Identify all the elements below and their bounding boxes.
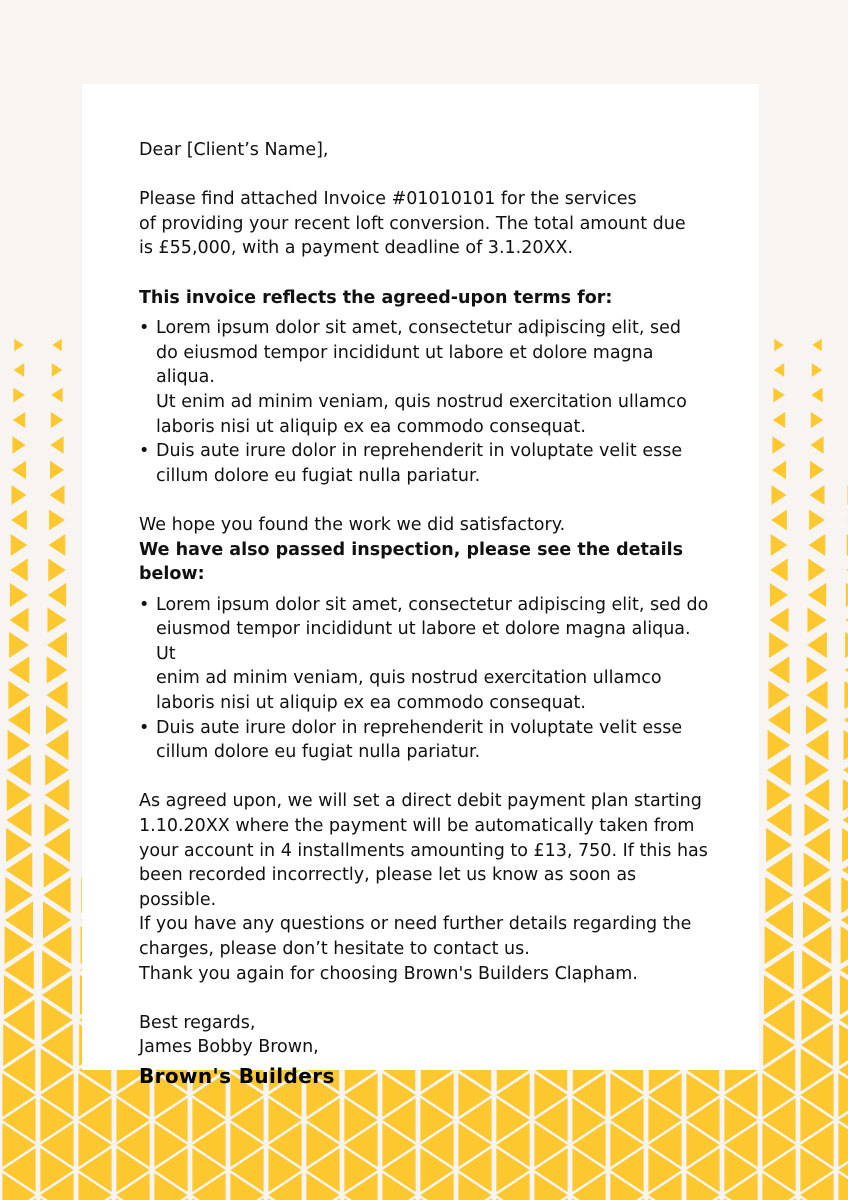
pattern-triangle [49, 534, 66, 556]
pattern-triangle [774, 363, 784, 377]
company-name: Brown's Builders [139, 1063, 335, 1088]
pattern-triangle [808, 559, 825, 582]
intro-line: Please find attached Invoice #01010101 for the services [139, 189, 637, 210]
pattern-triangle [9, 656, 30, 683]
pattern-triangle [840, 975, 848, 1015]
list-item-line: eiusmod tempor incididunt ut labore et dolore magna aliqua. Ut [156, 619, 691, 664]
pattern-triangle [12, 461, 26, 480]
pattern-triangle [45, 754, 69, 785]
terms-list [139, 316, 709, 488]
pattern-triangle [772, 436, 785, 453]
pattern-triangle [809, 534, 826, 556]
payment-line: been recorded incorrectly, please let us know as soon as possible. [139, 865, 637, 910]
greeting: Dear [Client’s Name], [139, 140, 329, 160]
payment-line: charges, please don’t hesitate to contact us. [139, 939, 530, 959]
pattern-triangle [806, 681, 827, 709]
intro-paragraph [139, 187, 709, 261]
pattern-triangle [811, 388, 822, 403]
pattern-triangle [47, 656, 68, 683]
pattern-triangle [843, 779, 848, 811]
pattern-triangle [838, 1073, 848, 1117]
pattern-triangle [51, 412, 63, 428]
pattern-triangle [810, 485, 825, 505]
pattern-triangle [50, 461, 64, 480]
pattern-triangle [810, 461, 824, 480]
pattern-triangle [838, 1123, 848, 1167]
pattern-triangle [7, 754, 31, 785]
list-item-line: • Lorem ipsum dolor sit amet, consectetur adipiscing elit, sed do [156, 594, 709, 615]
pattern-triangle [10, 583, 28, 607]
payment-line: your account in 4 installments amounting to £13, 750. If this has [139, 840, 708, 861]
pattern-triangle [46, 681, 67, 709]
pattern-triangle [8, 730, 31, 760]
list-item [139, 316, 709, 439]
pattern-triangle [808, 608, 827, 633]
pattern-triangle [807, 656, 828, 683]
satisfaction-line: We hope you found the work we did satisfactory. [139, 514, 566, 535]
pattern-triangle [770, 559, 787, 582]
pattern-triangle [12, 436, 25, 453]
pattern-triangle [13, 388, 24, 403]
pattern-triangle [772, 461, 786, 480]
list-item [139, 716, 709, 765]
list-item [139, 593, 709, 716]
pattern-triangle [8, 681, 29, 709]
pattern-triangle [769, 656, 790, 683]
pattern-triangle [10, 559, 27, 582]
letter-card [82, 84, 759, 1088]
payment-line: Thank you again for choosing Brown's Builders Clapham. [139, 963, 638, 984]
inspection-list [139, 593, 709, 765]
pattern-triangle [838, 1173, 848, 1200]
pattern-triangle [811, 412, 823, 428]
pattern-triangle [806, 705, 828, 734]
list-item-line: • Duis aute irure dolor in reprehenderit in voluptate velit esse [156, 441, 683, 462]
pattern-triangle [50, 436, 63, 453]
closing: Best regards, [139, 1012, 256, 1033]
list-item [139, 439, 709, 488]
payment-line: If you have any questions or need further details regarding the [139, 914, 692, 935]
pattern-triangle [9, 632, 29, 658]
pattern-triangle [844, 681, 848, 709]
pattern-triangle [771, 534, 788, 556]
list-item-line: • Duis aute irure dolor in reprehenderit in voluptate velit esse [156, 717, 683, 738]
pattern-triangle [812, 339, 821, 351]
inspection-heading: We have also passed inspection, please see the details below: [139, 539, 684, 585]
pattern-triangle [807, 632, 827, 658]
pattern-triangle [52, 339, 61, 351]
pattern-triangle [773, 388, 784, 403]
list-item-line: • Lorem ipsum dolor sit amet, consectetur adipiscing elit, sed [156, 318, 681, 339]
pattern-triangle [812, 363, 822, 377]
list-item-line: laboris nisi ut aliquip ex ea commodo consequat. [156, 693, 586, 714]
pattern-triangle [10, 608, 29, 633]
payment-line: As agreed upon, we will set a direct debit payment plan starting [139, 791, 702, 812]
pattern-triangle [844, 705, 848, 734]
pattern-triangle [48, 583, 66, 607]
pattern-triangle [46, 730, 69, 760]
pattern-triangle [773, 412, 785, 428]
payment-line: 1.10.20XX where the payment will be automatically taken from [139, 816, 695, 837]
pattern-triangle [768, 730, 791, 760]
pattern-triangle [842, 828, 848, 862]
pattern-triangle [770, 583, 788, 607]
pattern-triangle [768, 705, 790, 734]
list-item-line: laboris nisi ut aliquip ex ea commodo consequat. [156, 416, 586, 437]
pattern-triangle [768, 681, 789, 709]
terms-heading: This invoice reflects the agreed-upon terms for: [139, 287, 613, 308]
payment-paragraph [139, 789, 709, 986]
pattern-triangle [805, 754, 829, 785]
pattern-triangle [11, 510, 27, 531]
pattern-triangle [47, 632, 67, 658]
list-item-line: cillum dolore eu fugiat nulla pariatur. [156, 742, 481, 763]
pattern-triangle [774, 339, 783, 351]
pattern-triangle [8, 705, 30, 734]
pattern-triangle [767, 754, 791, 785]
pattern-triangle [13, 412, 25, 428]
pattern-triangle [48, 608, 67, 633]
pattern-triangle [771, 510, 787, 531]
pattern-triangle [809, 510, 825, 531]
list-item-line: Ut enim ad minim veniam, quis nostrud exercitation ullamco [156, 391, 687, 412]
pattern-triangle [839, 1024, 848, 1066]
list-item-line: cillum dolore eu fugiat nulla pariatur. [156, 465, 481, 486]
pattern-triangle [841, 877, 848, 913]
pattern-triangle [770, 608, 789, 633]
pattern-triangle [51, 388, 62, 403]
pattern-triangle [14, 339, 23, 351]
pattern-triangle [841, 926, 848, 964]
intro-line: is £55,000, with a payment deadline of 3.1.20XX. [139, 238, 574, 259]
pattern-triangle [50, 485, 65, 505]
pattern-triangle [12, 485, 27, 505]
pattern-triangle [49, 510, 65, 531]
pattern-triangle [11, 534, 28, 556]
pattern-triangle [772, 485, 787, 505]
list-item-line: do eiusmod tempor incididunt ut labore et dolore magna aliqua. [156, 342, 654, 388]
list-item-line: enim ad minim veniam, quis nostrud exercitation ullamco [156, 668, 662, 689]
pattern-triangle [48, 559, 65, 582]
pattern-triangle [808, 583, 826, 607]
pattern-triangle [46, 705, 68, 734]
intro-line: of providing your recent loft conversion. The total amount due [139, 213, 686, 234]
signer-name: James Bobby Brown, [139, 1037, 319, 1058]
pattern-triangle [806, 730, 829, 760]
pattern-triangle [14, 363, 24, 377]
pattern-triangle [810, 436, 823, 453]
pattern-triangle [52, 363, 62, 377]
pattern-triangle [769, 632, 789, 658]
pattern-triangle [844, 730, 848, 760]
